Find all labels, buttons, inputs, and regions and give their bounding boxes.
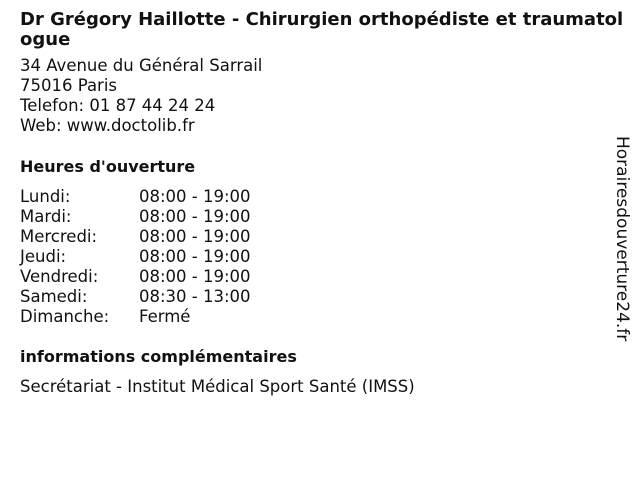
street-address: 34 Avenue du Général Sarrail	[20, 56, 263, 75]
hours-row-saturday	[20, 287, 610, 307]
hours-row-wednesday	[20, 227, 610, 247]
day-label: Jeudi:	[20, 247, 67, 266]
time-value: 08:00 - 19:00	[139, 187, 251, 206]
website: Web: www.doctolib.fr	[20, 116, 195, 135]
opening-hours-table	[20, 187, 610, 327]
hours-row-thursday	[20, 247, 610, 267]
info-heading: informations complémentaires	[20, 347, 297, 366]
time-value: Fermé	[139, 307, 191, 326]
phone-number: Telefon: 01 87 44 24 24	[20, 96, 216, 115]
day-label: Mardi:	[20, 207, 72, 226]
day-label: Lundi:	[20, 187, 71, 206]
time-value: 08:00 - 19:00	[139, 207, 251, 226]
time-value: 08:00 - 19:00	[139, 247, 251, 266]
time-value: 08:30 - 13:00	[139, 287, 251, 306]
address-block	[20, 56, 610, 136]
hours-heading: Heures d'ouverture	[20, 157, 196, 176]
watermark-text: Horairesdouverture24.fr	[612, 136, 632, 342]
page-title: Dr Grégory Haillotte - Chirurgien orthopédiste et traumatologue	[20, 9, 624, 50]
hours-row-tuesday	[20, 207, 610, 227]
hours-row-monday	[20, 187, 610, 207]
day-label: Vendredi:	[20, 267, 99, 286]
hours-row-sunday	[20, 307, 610, 327]
city-postcode: 75016 Paris	[20, 76, 118, 95]
hours-row-friday	[20, 267, 610, 287]
time-value: 08:00 - 19:00	[139, 267, 251, 286]
info-text: Secrétariat - Institut Médical Sport Santé (IMSS)	[20, 377, 415, 396]
day-label: Mercredi:	[20, 227, 98, 246]
day-label: Dimanche:	[20, 307, 110, 326]
day-label: Samedi:	[20, 287, 88, 306]
time-value: 08:00 - 19:00	[139, 227, 251, 246]
watermark-brand	[612, 136, 632, 346]
